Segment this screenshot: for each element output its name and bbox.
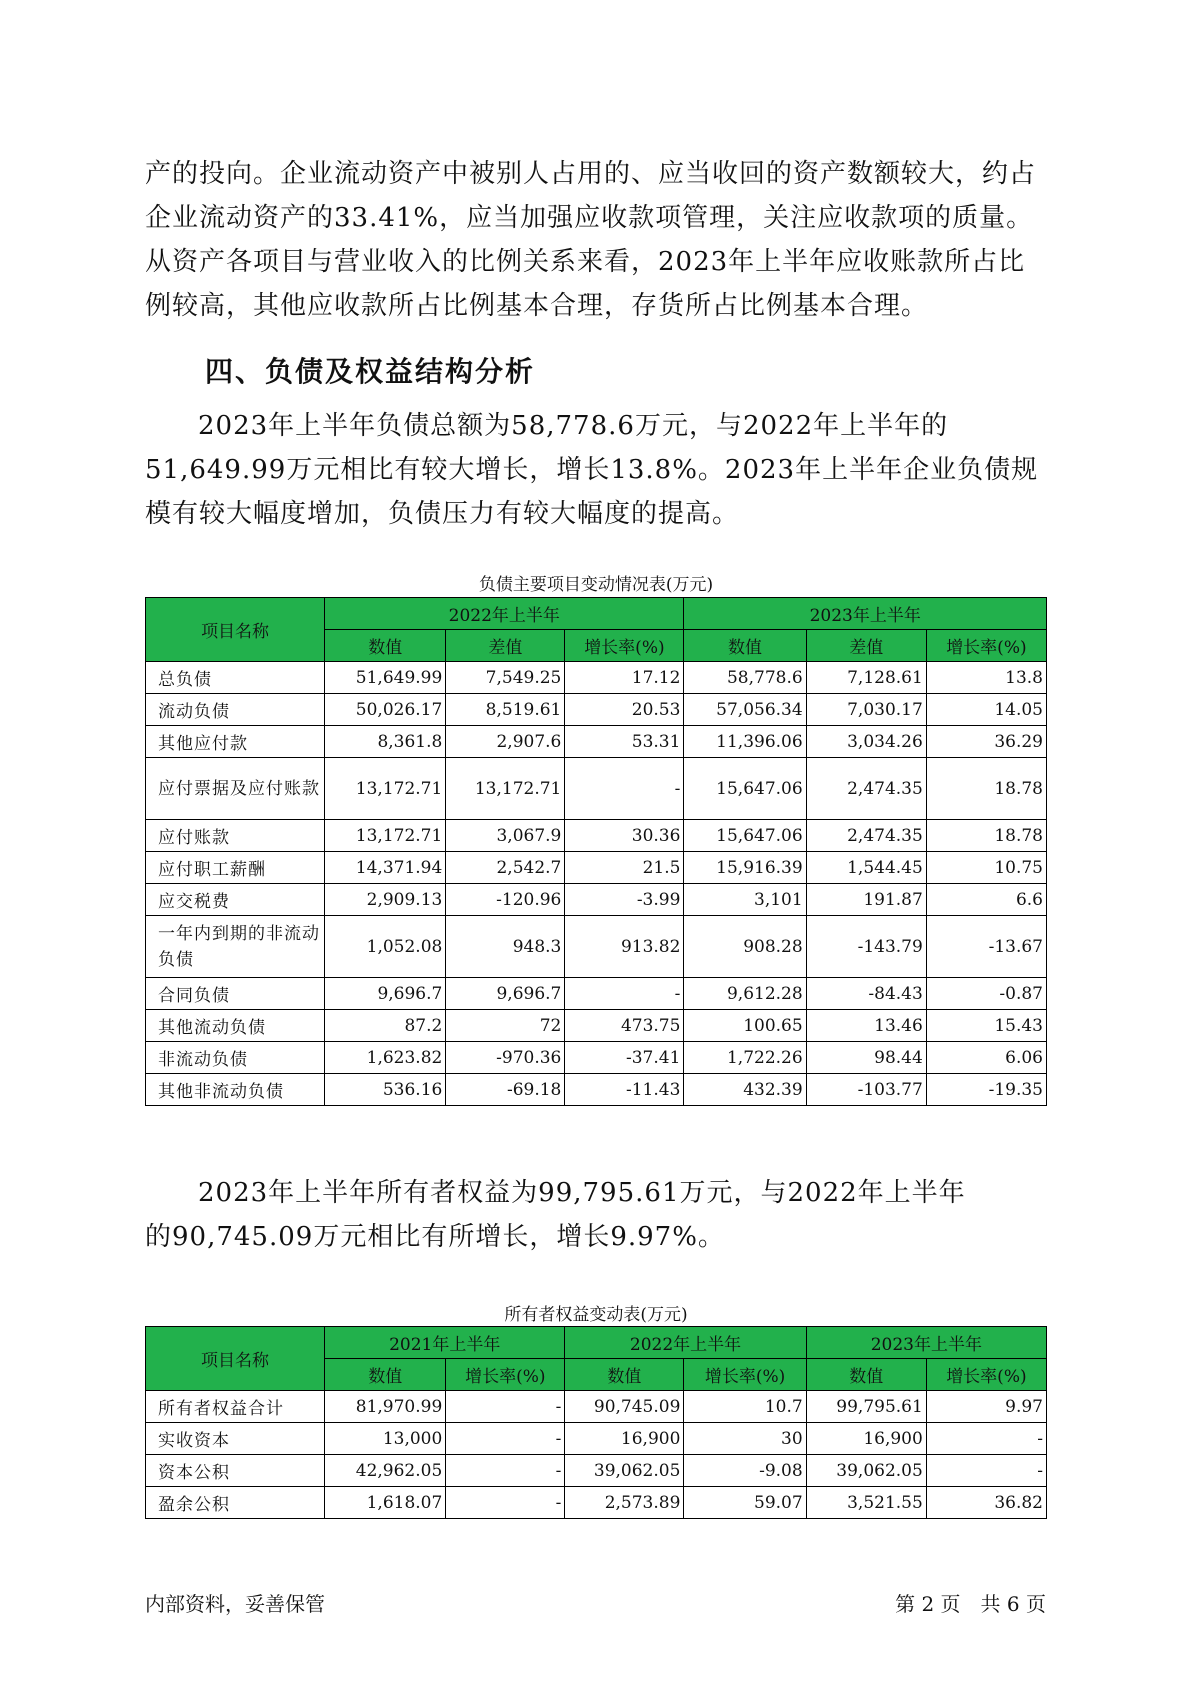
- row-label: 总负债: [146, 662, 325, 694]
- header-value: 数值: [325, 630, 446, 662]
- table-cell: 1,722.26: [684, 1042, 806, 1074]
- table-cell: 42,962.05: [325, 1455, 446, 1487]
- table-cell: 16,900: [565, 1423, 684, 1455]
- equity-table-caption: 所有者权益变动表(万元): [504, 1305, 688, 1325]
- table-row: [146, 916, 1047, 978]
- liability-table: [145, 597, 1047, 1106]
- table-cell: -: [446, 1423, 565, 1455]
- table-cell: 14.05: [926, 694, 1046, 726]
- table-cell: -84.43: [806, 978, 926, 1010]
- table-row: [146, 884, 1047, 916]
- header-value: 数值: [325, 1359, 446, 1391]
- row-label: 合同负债: [146, 978, 325, 1010]
- table-cell: 2,573.89: [565, 1487, 684, 1519]
- table-cell: 13,172.71: [325, 820, 446, 852]
- row-label: 应付账款: [146, 820, 325, 852]
- table-cell: 1,618.07: [325, 1487, 446, 1519]
- table-cell: 51,649.99: [325, 662, 446, 694]
- table-cell: 16,900: [806, 1423, 926, 1455]
- table-cell: 87.2: [325, 1010, 446, 1042]
- table-cell: 90,745.09: [565, 1391, 684, 1423]
- table-cell: 9,612.28: [684, 978, 806, 1010]
- table-row: [146, 1074, 1047, 1106]
- header-value: 数值: [806, 1359, 926, 1391]
- table-cell: 6.06: [926, 1042, 1046, 1074]
- table-cell: 72: [446, 1010, 565, 1042]
- table-cell: 3,067.9: [446, 820, 565, 852]
- table-cell: -: [565, 758, 684, 820]
- table-cell: -: [565, 978, 684, 1010]
- table-cell: -69.18: [446, 1074, 565, 1106]
- table-cell: 2,542.7: [446, 852, 565, 884]
- table-cell: 13.46: [806, 1010, 926, 1042]
- table-cell: 9.97: [926, 1391, 1046, 1423]
- table-row: [146, 1010, 1047, 1042]
- section-heading: 四、负债及权益结构分析: [205, 355, 536, 388]
- table-cell: -: [926, 1455, 1046, 1487]
- table-cell: -120.96: [446, 884, 565, 916]
- table-cell: 2,474.35: [806, 758, 926, 820]
- table-cell: 13,172.71: [325, 758, 446, 820]
- header-value: 数值: [684, 630, 806, 662]
- row-label: 所有者权益合计: [146, 1391, 325, 1423]
- table-cell: -970.36: [446, 1042, 565, 1074]
- table-cell: 15,916.39: [684, 852, 806, 884]
- table-row: [146, 1423, 1047, 1455]
- table-cell: -: [446, 1455, 565, 1487]
- table-row: [146, 758, 1047, 820]
- table-cell: 3,034.26: [806, 726, 926, 758]
- table-cell: -11.43: [565, 1074, 684, 1106]
- table-row: [146, 726, 1047, 758]
- table-cell: 20.53: [565, 694, 684, 726]
- table-cell: 2,909.13: [325, 884, 446, 916]
- table-cell: 1,623.82: [325, 1042, 446, 1074]
- paragraph-liability-summary: 2023年上半年负债总额为58,778.6万元，与2022年上半年的51,649.99万元相比有较大增长，增长13.8%。2023年上半年企业负债规模有较大幅度增加，负债压力有较大幅度的提高。: [145, 411, 1039, 529]
- table-cell: 432.39: [684, 1074, 806, 1106]
- table-cell: 3,521.55: [806, 1487, 926, 1519]
- header-period-2023: 2023年上半年: [806, 1327, 1046, 1359]
- header-rate: 增长率(%): [446, 1359, 565, 1391]
- table-cell: 11,396.06: [684, 726, 806, 758]
- table-cell: 908.28: [684, 916, 806, 978]
- table-row: [146, 662, 1047, 694]
- header-rate: 增长率(%): [684, 1359, 806, 1391]
- table-row: [146, 1455, 1047, 1487]
- table-cell: 13.8: [926, 662, 1046, 694]
- table-cell: 58,778.6: [684, 662, 806, 694]
- table-row: [146, 852, 1047, 884]
- table-cell: 2,474.35: [806, 820, 926, 852]
- header-period-2023: 2023年上半年: [684, 598, 1047, 630]
- row-label: 一年内到期的非流动负债: [146, 916, 325, 978]
- header-rate: 增长率(%): [565, 630, 684, 662]
- table-cell: -143.79: [806, 916, 926, 978]
- row-label: 盈余公积: [146, 1487, 325, 1519]
- row-label: 应交税费: [146, 884, 325, 916]
- table-cell: 99,795.61: [806, 1391, 926, 1423]
- table-cell: 1,052.08: [325, 916, 446, 978]
- row-label: 应付票据及应付账款: [146, 758, 325, 820]
- footer-page-number: 第 2 页 共 6 页: [895, 1592, 1046, 1616]
- table-cell: 39,062.05: [565, 1455, 684, 1487]
- table-cell: 10.75: [926, 852, 1046, 884]
- table-cell: 7,549.25: [446, 662, 565, 694]
- header-diff: 差值: [446, 630, 565, 662]
- header-period-2022: 2022年上半年: [325, 598, 684, 630]
- row-label: 其他流动负债: [146, 1010, 325, 1042]
- table-row: [146, 1487, 1047, 1519]
- table-cell: 9,696.7: [446, 978, 565, 1010]
- table-cell: 36.29: [926, 726, 1046, 758]
- row-label: 非流动负债: [146, 1042, 325, 1074]
- liability-table-caption: 负债主要项目变动情况表(万元): [478, 575, 714, 595]
- header-diff: 差值: [806, 630, 926, 662]
- row-label: 资本公积: [146, 1455, 325, 1487]
- table-cell: 30: [684, 1423, 806, 1455]
- table-cell: 3,101: [684, 884, 806, 916]
- table-cell: -: [926, 1423, 1046, 1455]
- table-cell: 1,544.45: [806, 852, 926, 884]
- header-period-2021: 2021年上半年: [325, 1327, 565, 1359]
- table-cell: 39,062.05: [806, 1455, 926, 1487]
- table-cell: 14,371.94: [325, 852, 446, 884]
- header-value: 数值: [565, 1359, 684, 1391]
- table-cell: -37.41: [565, 1042, 684, 1074]
- table-cell: 18.78: [926, 758, 1046, 820]
- header-period-2022: 2022年上半年: [565, 1327, 806, 1359]
- table-cell: 17.12: [565, 662, 684, 694]
- table-cell: 18.78: [926, 820, 1046, 852]
- table-cell: 21.5: [565, 852, 684, 884]
- table-cell: 9,696.7: [325, 978, 446, 1010]
- table-cell: 15,647.06: [684, 758, 806, 820]
- table-cell: 50,026.17: [325, 694, 446, 726]
- table-row: [146, 694, 1047, 726]
- table-cell: 7,030.17: [806, 694, 926, 726]
- table-cell: 57,056.34: [684, 694, 806, 726]
- table-cell: 98.44: [806, 1042, 926, 1074]
- row-label: 其他应付款: [146, 726, 325, 758]
- table-cell: 100.65: [684, 1010, 806, 1042]
- header-item-name: 项目名称: [146, 1327, 325, 1391]
- table-cell: 10.7: [684, 1391, 806, 1423]
- table-cell: -0.87: [926, 978, 1046, 1010]
- row-label: 流动负债: [146, 694, 325, 726]
- table-cell: 15,647.06: [684, 820, 806, 852]
- table-cell: -: [446, 1487, 565, 1519]
- table-cell: 13,000: [325, 1423, 446, 1455]
- table-cell: 7,128.61: [806, 662, 926, 694]
- table-cell: 536.16: [325, 1074, 446, 1106]
- table-cell: 913.82: [565, 916, 684, 978]
- equity-table: [145, 1326, 1047, 1519]
- table-row: [146, 1391, 1047, 1423]
- table-cell: 2,907.6: [446, 726, 565, 758]
- table-cell: 36.82: [926, 1487, 1046, 1519]
- table-cell: 15.43: [926, 1010, 1046, 1042]
- table-cell: 948.3: [446, 916, 565, 978]
- table-cell: 59.07: [684, 1487, 806, 1519]
- table-row: [146, 1042, 1047, 1074]
- paragraph-asset-analysis: 产的投向。企业流动资产中被别人占用的、应当收回的资产数额较大，约占企业流动资产的33.41%，应当加强应收款项管理，关注应收款项的质量。从资产各项目与营业收入的比例关系来看，2023年上半年应收账款所占比例较高，其他应收款所占比例基本合理，存货所占比例基本合理。: [145, 159, 1037, 321]
- table-cell: 8,361.8: [325, 726, 446, 758]
- table-cell: -: [446, 1391, 565, 1423]
- table-cell: 13,172.71: [446, 758, 565, 820]
- table-cell: 191.87: [806, 884, 926, 916]
- table-cell: -13.67: [926, 916, 1046, 978]
- row-label: 其他非流动负债: [146, 1074, 325, 1106]
- paragraph-equity-summary: 2023年上半年所有者权益为99,795.61万元，与2022年上半年的90,745.09万元相比有所增长，增长9.97%。: [145, 1178, 966, 1252]
- table-cell: 473.75: [565, 1010, 684, 1042]
- table-cell: 53.31: [565, 726, 684, 758]
- table-cell: 8,519.61: [446, 694, 565, 726]
- table-cell: 30.36: [565, 820, 684, 852]
- footer-confidential-note: 内部资料，妥善保管: [145, 1592, 325, 1616]
- table-cell: -3.99: [565, 884, 684, 916]
- row-label: 实收资本: [146, 1423, 325, 1455]
- header-item-name: 项目名称: [146, 598, 325, 662]
- table-cell: 81,970.99: [325, 1391, 446, 1423]
- row-label: 应付职工薪酬: [146, 852, 325, 884]
- table-cell: -19.35: [926, 1074, 1046, 1106]
- table-cell: 6.6: [926, 884, 1046, 916]
- table-row: [146, 978, 1047, 1010]
- table-cell: -103.77: [806, 1074, 926, 1106]
- table-cell: -9.08: [684, 1455, 806, 1487]
- header-rate: 增长率(%): [926, 1359, 1046, 1391]
- header-rate: 增长率(%): [926, 630, 1046, 662]
- table-row: [146, 820, 1047, 852]
